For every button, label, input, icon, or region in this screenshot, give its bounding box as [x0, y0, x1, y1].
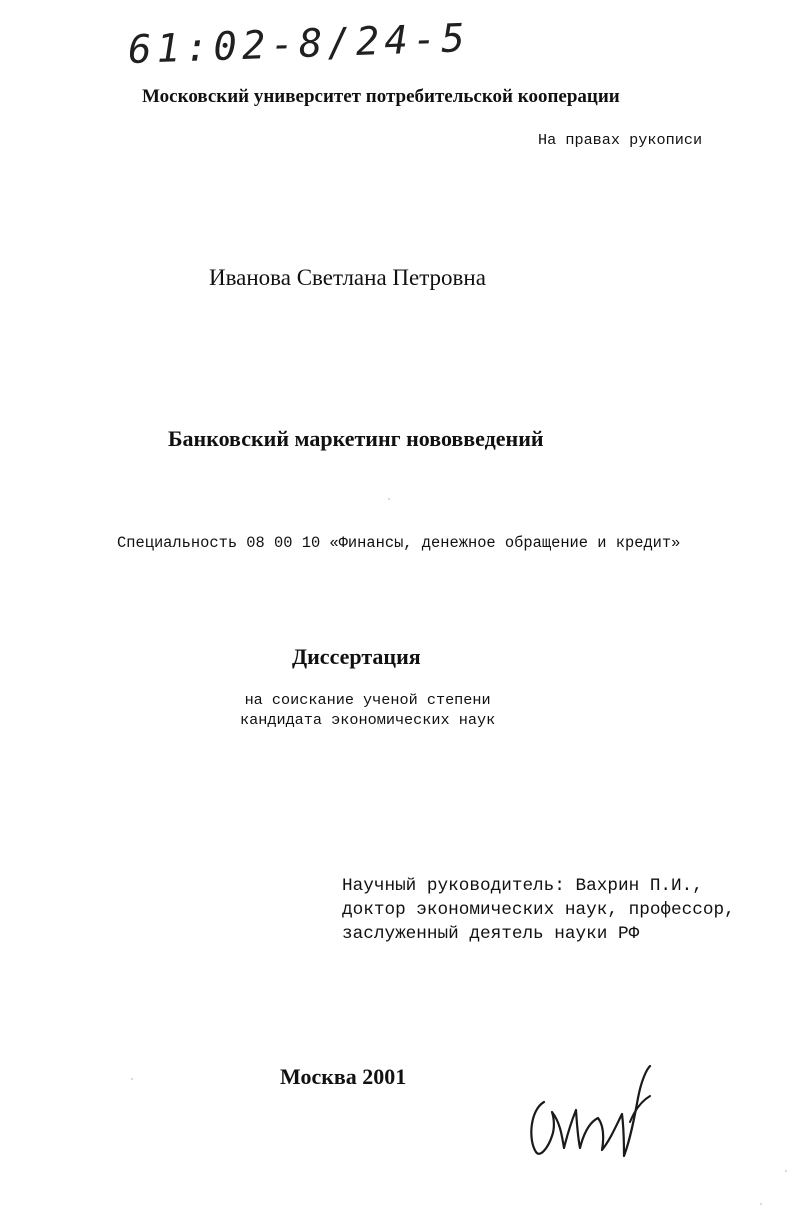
degree-block	[240, 690, 495, 730]
supervisor-block	[342, 874, 735, 946]
manuscript-rights-note: На правах рукописи	[538, 131, 703, 149]
specialty-line: Специальность 08 00 10 «Финансы, денежное обращение и кредит»	[117, 534, 681, 552]
scan-speck	[131, 1078, 133, 1080]
handwritten-catalog-code: 61:02-8/24-5	[127, 16, 471, 73]
scan-speck	[388, 498, 390, 500]
supervisor-line: Научный руководитель: Вахрин П.И.,	[342, 876, 703, 896]
author-name: Иванова Светлана Петровна	[209, 265, 486, 290]
supervisor-line: заслуженный деятель науки РФ	[342, 924, 640, 944]
degree-line: кандидата экономических наук	[240, 711, 496, 729]
institution-name: Московский университет потребительской кооперации	[142, 86, 620, 107]
scan-speck	[760, 1203, 762, 1205]
signature-icon	[520, 1060, 660, 1170]
degree-line: на соискание ученой степени	[244, 691, 491, 709]
document-type: Диссертация	[292, 644, 421, 669]
supervisor-line: доктор экономических наук, профессор,	[342, 900, 735, 920]
place-and-year: Москва 2001	[280, 1064, 407, 1089]
scan-speck	[785, 1170, 787, 1172]
dissertation-title: Банковский маркетинг нововведений	[168, 426, 544, 451]
